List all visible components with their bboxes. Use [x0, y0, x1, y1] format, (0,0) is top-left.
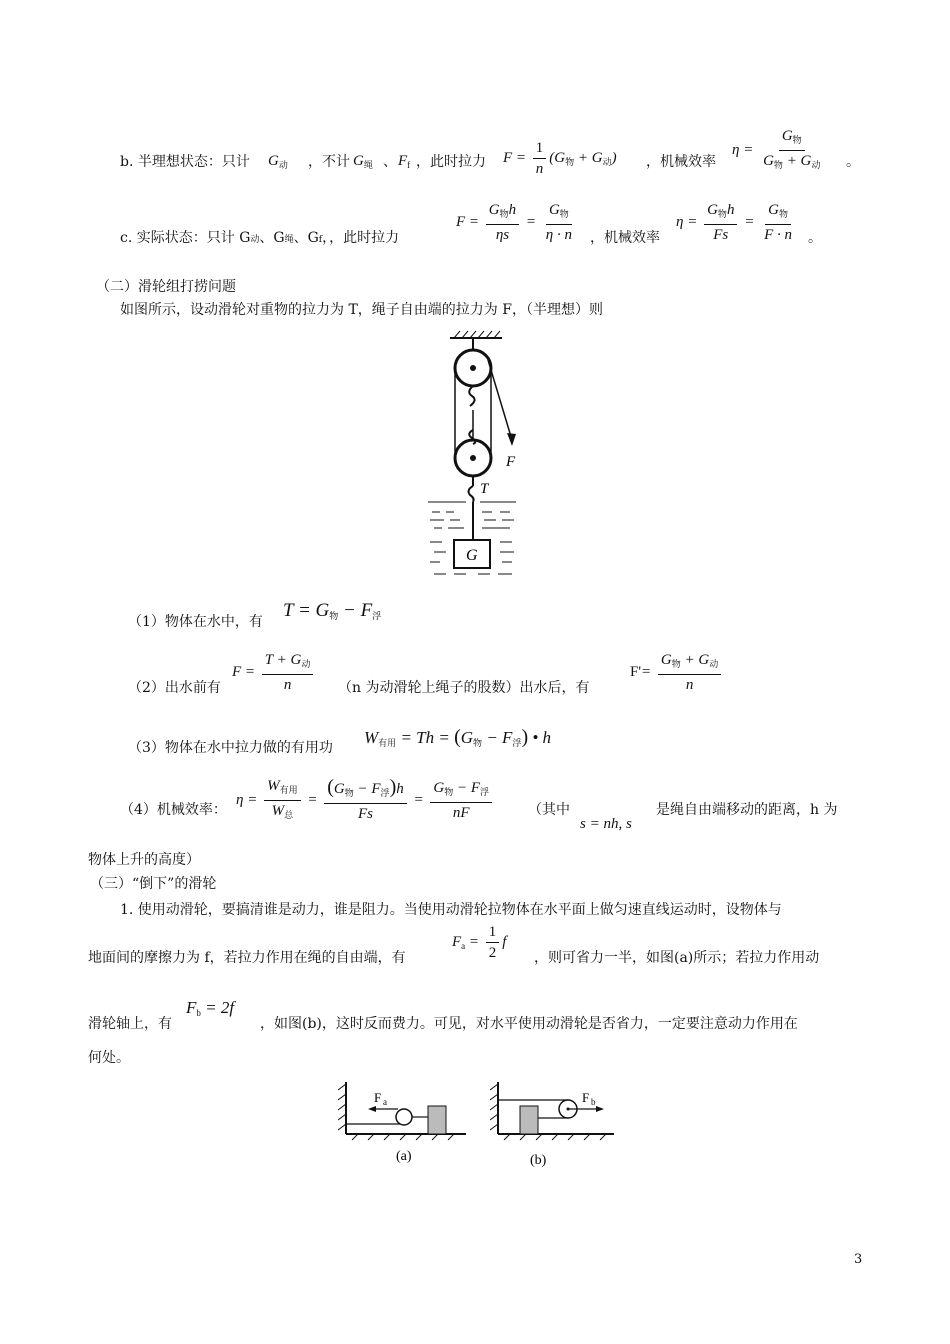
b-end: 。: [846, 154, 860, 170]
item-4-text-c: 是绳自由端移动的距离，h 为: [656, 802, 838, 818]
c-sub-dong: 动: [250, 235, 260, 245]
formula-g-sheng: $G_绳$: [353, 153, 373, 170]
sec3-para-line-3a: 滑轮轴上，有: [88, 1016, 172, 1032]
c-sub-sheng: 绳: [284, 235, 294, 245]
item-4-text-d: 物体上升的高度）: [88, 852, 200, 868]
formula-s-nh: s = nh, s: [580, 816, 632, 832]
c-end: 。: [808, 230, 822, 246]
fig-a-force: F: [374, 1090, 382, 1105]
b-text-4: ，机械效率: [646, 154, 716, 170]
sec2-title: （二）滑轮组打捞问题: [96, 279, 236, 295]
item-2-text-a: （2）出水前有: [128, 680, 221, 696]
formula-g-dong: $G_动$: [268, 153, 288, 170]
pulley-salvage-figure: [420, 330, 530, 580]
b-label: b. 半理想状态：只计: [120, 154, 250, 170]
formula-item-1: $T = G_物 - F_浮$: [283, 600, 382, 621]
b-text-1: ，不计: [308, 154, 350, 170]
b-text-2: 、: [383, 154, 397, 170]
formula-ff: $F_f$: [398, 153, 411, 170]
label-T: T: [480, 481, 489, 497]
formula-b-force: F = $\frac{1}{n}$ $(G_物 + G_动)$: [503, 140, 617, 177]
line-c: [120, 228, 399, 250]
fig-a-caption: (a): [396, 1149, 412, 1164]
formula-fb: $F_b = 2f$: [186, 998, 235, 1018]
figure-a: [338, 1078, 468, 1168]
figure-b: [490, 1078, 620, 1173]
force-arrow: [507, 433, 516, 446]
formula-fa: $F_a$ = $\frac{1}{2}$ f: [452, 924, 507, 961]
item-3-text: （3）物体在水中拉力做的有用功: [128, 740, 333, 756]
label-F: F: [506, 454, 516, 470]
item-2-text-b: （n 为动滑轮上绳子的股数）出水后，有: [338, 680, 590, 696]
pulley-a: [396, 1109, 412, 1125]
c-text-4: ，机械效率: [590, 230, 660, 246]
fig-b-caption: (b): [530, 1153, 547, 1168]
sec3-para-line-2a: 地面间的摩擦力为 f，若拉力作用在绳的自由端，有: [88, 950, 406, 966]
formula-item-4: η = $\frac{W_{有用}}{W_总}$ = $\frac{(G_物 - F_浮)h}{Fs}$ = $\frac{G_物 - F_浮}{nF}$: [236, 776, 495, 825]
c-label: c. 实际状态：只计 G: [120, 230, 251, 246]
sec2-intro: 如图所示，设动滑轮对重物的拉力为 T，绳子自由端的拉力为 F，（半理想）则: [120, 302, 603, 318]
sec3-para-line-2b: ，则可省力一半，如图(a)所示；若拉力作用动: [534, 950, 820, 966]
b-text-3: ，此时拉力: [416, 154, 486, 170]
sec3-para-line-1: 1. 使用动滑轮，要搞清谁是动力，谁是阻力。当使用动滑轮拉物体在水平面上做匀速直线运动时，设物体与: [120, 902, 782, 918]
sec3-title: （三）“倒下”的滑轮: [90, 876, 217, 892]
block-b: [520, 1106, 538, 1134]
formula-item-2a: F = $\frac{T + G_动}{n}$: [232, 650, 316, 695]
fig-b-force-sub: b: [591, 1097, 596, 1107]
item-4-text-b: （其中: [528, 802, 570, 818]
sec3-para-line-4: 何处。: [88, 1050, 130, 1066]
formula-c-efficiency: η = $\frac{G_物h}{Fs}$ = $\frac{G_物}{F \cdot n}$: [676, 202, 792, 243]
c-sub-f: f: [318, 235, 323, 245]
c-text-3: ，，此时拉力: [322, 230, 400, 246]
item-1-text: （1）物体在水中，有: [128, 614, 263, 630]
formula-item-2b: F'= $\frac{G_物 + G_动}{n}$: [630, 650, 724, 695]
c-sep-1: 、G: [259, 230, 285, 246]
formula-b-efficiency: η = $\frac{G_物}{G_物 + G_动}$: [732, 128, 821, 170]
item-4-text-a: （4）机械效率：: [120, 802, 227, 818]
formula-item-3: $W_{有用} = Th = (G_物 - F_浮)$ • h: [364, 726, 552, 748]
formula-c-force: F = $\frac{G_物h}{\eta s}$ = $\frac{G_物}{\eta \cdot n}$: [456, 202, 572, 243]
block-a: [428, 1106, 446, 1134]
sec3-para-line-3b: ，如图(b)，这时反而费力。可见，对水平使用动滑轮是否省力，一定要注意动力作用在: [260, 1016, 798, 1032]
c-sep-2: 、G: [293, 230, 319, 246]
fig-a-force-sub: a: [383, 1097, 387, 1107]
line-b: [120, 152, 250, 172]
label-G: G: [466, 547, 478, 564]
fig-b-force: F: [582, 1090, 590, 1105]
page-number: 3: [854, 1252, 863, 1267]
